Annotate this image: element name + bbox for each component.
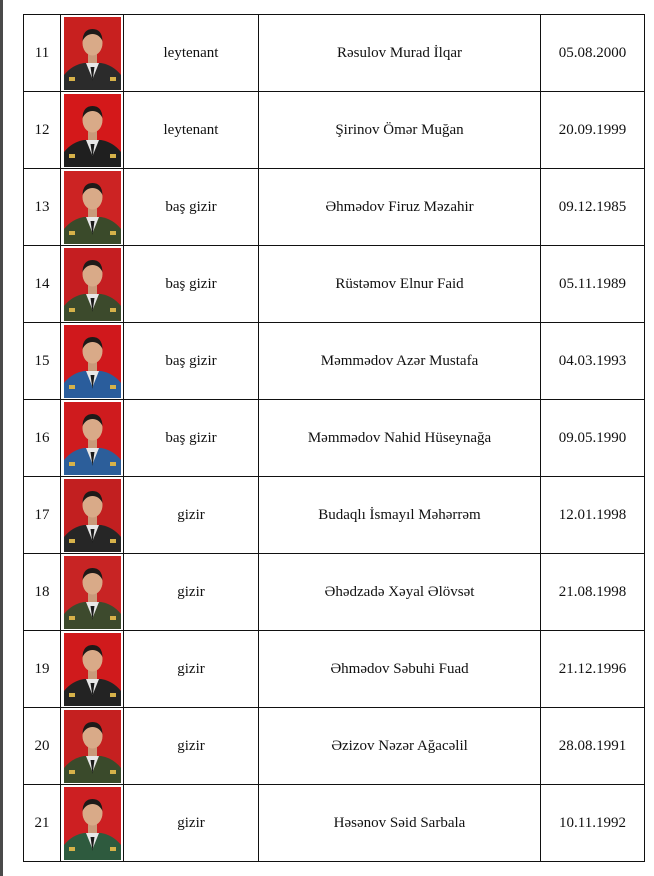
- table-row: [24, 708, 645, 785]
- row-number: 16: [24, 400, 61, 477]
- full-name-cell: Məmmədov Azər Mustafa: [259, 323, 541, 400]
- portrait-photo: [64, 17, 121, 90]
- portrait-cell: [61, 400, 124, 477]
- birth-date-cell: 21.08.1998: [541, 554, 645, 631]
- row-number: 17: [24, 477, 61, 554]
- portrait-photo: [64, 556, 121, 629]
- row-number: 11: [24, 15, 61, 92]
- full-name-cell: Əhmədov Səbuhi Fuad: [259, 631, 541, 708]
- portrait-photo: [64, 248, 121, 321]
- table-row: [24, 785, 645, 862]
- full-name-cell: Budaqlı İsmayıl Məhərrəm: [259, 477, 541, 554]
- rank-cell: gizir: [124, 785, 259, 862]
- birth-date-cell: 20.09.1999: [541, 92, 645, 169]
- birth-date-cell: 09.12.1985: [541, 169, 645, 246]
- table-row: [24, 246, 645, 323]
- portrait-cell: [61, 785, 124, 862]
- portrait-photo: [64, 325, 121, 398]
- portrait-cell: [61, 708, 124, 785]
- row-number: 21: [24, 785, 61, 862]
- full-name-cell: Həsənov Səid Sarbala: [259, 785, 541, 862]
- portrait-cell: [61, 477, 124, 554]
- rank-cell: baş gizir: [124, 400, 259, 477]
- personnel-table-body: [24, 15, 645, 862]
- rank-cell: leytenant: [124, 92, 259, 169]
- portrait-photo: [64, 710, 121, 783]
- table-row: [24, 400, 645, 477]
- portrait-cell: [61, 92, 124, 169]
- full-name-cell: Əzizov Nəzər Ağacəlil: [259, 708, 541, 785]
- portrait-photo: [64, 787, 121, 860]
- table-row: [24, 554, 645, 631]
- birth-date-cell: 28.08.1991: [541, 708, 645, 785]
- row-number: 15: [24, 323, 61, 400]
- birth-date-cell: 04.03.1993: [541, 323, 645, 400]
- table-row: [24, 477, 645, 554]
- row-number: 19: [24, 631, 61, 708]
- table-row: [24, 92, 645, 169]
- full-name-cell: Məmmədov Nahid Hüseynağa: [259, 400, 541, 477]
- row-number: 18: [24, 554, 61, 631]
- row-number: 20: [24, 708, 61, 785]
- birth-date-cell: 05.11.1989: [541, 246, 645, 323]
- rank-cell: gizir: [124, 708, 259, 785]
- portrait-photo: [64, 402, 121, 475]
- portrait-cell: [61, 554, 124, 631]
- full-name-cell: Rəsulov Murad İlqar: [259, 15, 541, 92]
- portrait-photo: [64, 479, 121, 552]
- full-name-cell: Əhmədov Firuz Məzahir: [259, 169, 541, 246]
- birth-date-cell: 10.11.1992: [541, 785, 645, 862]
- page-edge-bar: [0, 0, 3, 876]
- rank-cell: gizir: [124, 631, 259, 708]
- rank-cell: baş gizir: [124, 323, 259, 400]
- rank-cell: leytenant: [124, 15, 259, 92]
- portrait-photo: [64, 633, 121, 706]
- row-number: 14: [24, 246, 61, 323]
- birth-date-cell: 09.05.1990: [541, 400, 645, 477]
- portrait-cell: [61, 323, 124, 400]
- portrait-cell: [61, 169, 124, 246]
- rank-cell: gizir: [124, 477, 259, 554]
- portrait-photo: [64, 171, 121, 244]
- birth-date-cell: 05.08.2000: [541, 15, 645, 92]
- personnel-table: [23, 14, 645, 862]
- full-name-cell: Rüstəmov Elnur Faid: [259, 246, 541, 323]
- portrait-cell: [61, 15, 124, 92]
- birth-date-cell: 21.12.1996: [541, 631, 645, 708]
- table-row: [24, 631, 645, 708]
- rank-cell: baş gizir: [124, 169, 259, 246]
- portrait-cell: [61, 631, 124, 708]
- full-name-cell: Şirinov Ömər Muğan: [259, 92, 541, 169]
- portrait-cell: [61, 246, 124, 323]
- birth-date-cell: 12.01.1998: [541, 477, 645, 554]
- full-name-cell: Əhədzadə Xəyal Əlövsət: [259, 554, 541, 631]
- row-number: 13: [24, 169, 61, 246]
- table-row: [24, 15, 645, 92]
- portrait-photo: [64, 94, 121, 167]
- rank-cell: gizir: [124, 554, 259, 631]
- table-row: [24, 323, 645, 400]
- table-row: [24, 169, 645, 246]
- row-number: 12: [24, 92, 61, 169]
- rank-cell: baş gizir: [124, 246, 259, 323]
